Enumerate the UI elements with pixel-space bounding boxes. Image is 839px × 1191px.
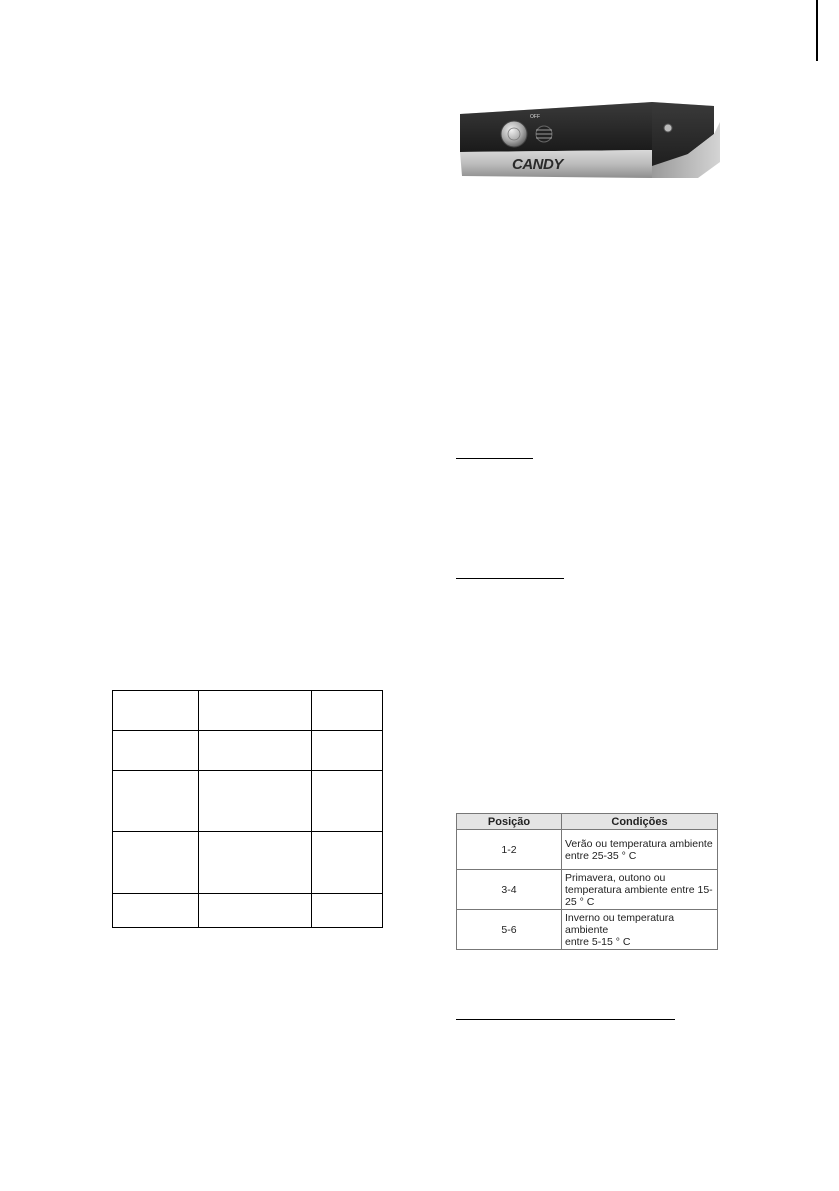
position-cell: 5-6 <box>457 910 562 950</box>
condition-cell: Verão ou temperatura ambiente entre 25-35 ° C <box>562 830 718 870</box>
table-cell <box>199 771 312 832</box>
table-cell <box>199 832 312 894</box>
table-cell <box>312 691 383 731</box>
table-cell <box>113 691 199 731</box>
position-cell: 3-4 <box>457 870 562 910</box>
header-position: Posição <box>457 814 562 830</box>
heading-underline-3 <box>456 1019 675 1020</box>
brand-logo: CANDY <box>512 156 563 173</box>
conditions-table <box>456 813 718 950</box>
table-cell <box>199 894 312 928</box>
control-panel-image <box>452 92 722 192</box>
page-corner-mark <box>816 0 818 61</box>
table-cell <box>113 731 199 771</box>
heading-underline-1 <box>456 458 533 459</box>
position-cell: 1-2 <box>457 830 562 870</box>
table-cell <box>113 894 199 928</box>
header-conditions: Condições <box>562 814 718 830</box>
table-cell <box>199 691 312 731</box>
heading-underline-2 <box>456 578 564 579</box>
svg-text:OFF: OFF <box>530 114 540 120</box>
condition-cell: Inverno ou temperatura ambiente entre 5-15 ° C <box>562 910 718 950</box>
table-cell <box>312 894 383 928</box>
empty-grid-table <box>112 690 383 928</box>
table-cell <box>113 832 199 894</box>
table-cell <box>199 731 312 771</box>
condition-cell: Primavera, outono ou temperatura ambiente entre 15- 25 ° C <box>562 870 718 910</box>
table-cell <box>312 731 383 771</box>
table-cell <box>312 771 383 832</box>
table-cell <box>113 771 199 832</box>
table-cell <box>312 832 383 894</box>
